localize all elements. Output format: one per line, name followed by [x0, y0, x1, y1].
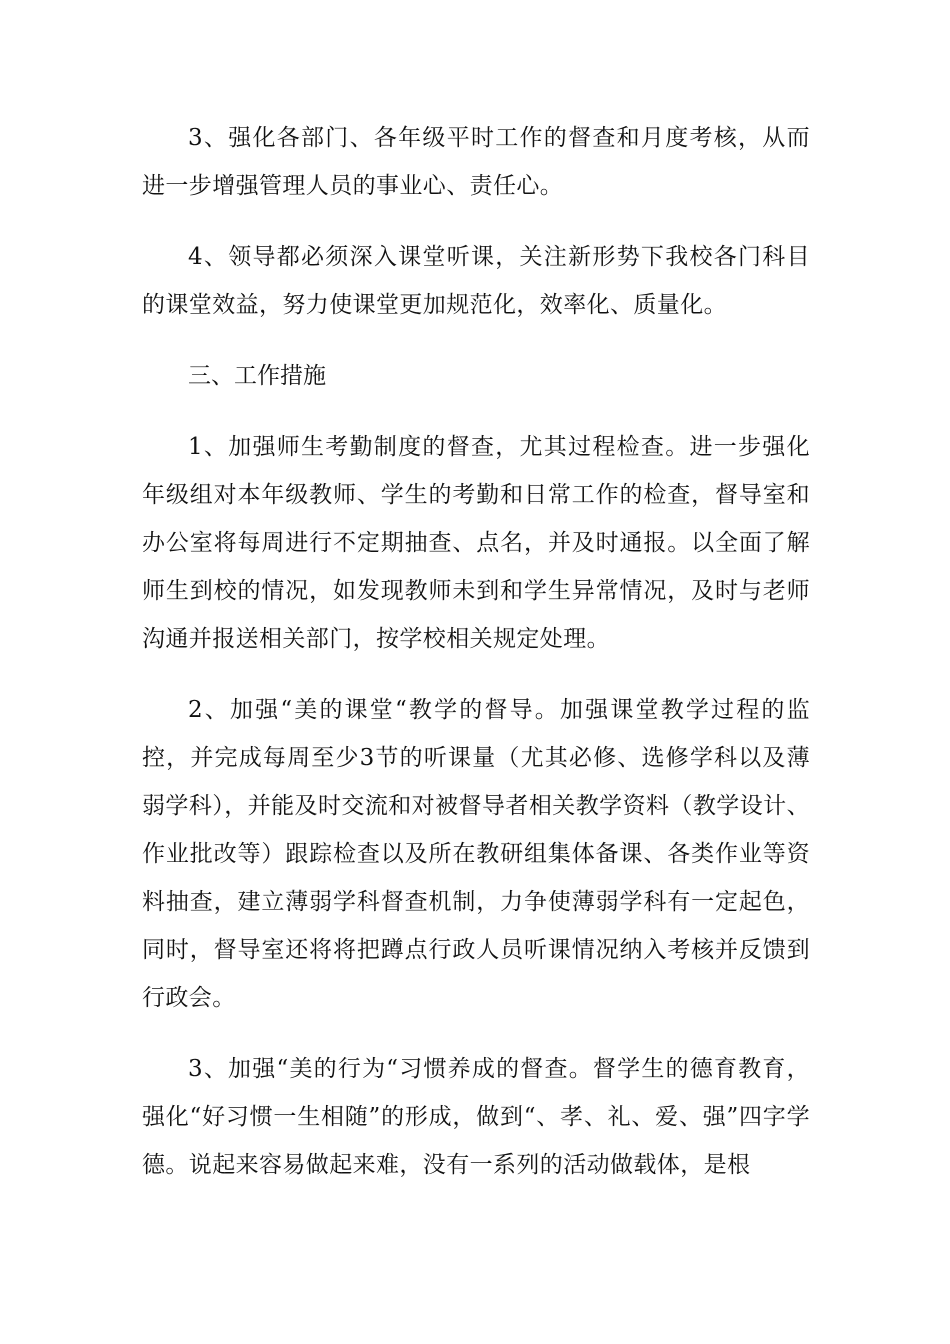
- paragraph-measure-1-attendance: 1、加强师生考勤制度的督查，尤其过程检查。进一步强化年级组对本年级教师、学生的考勤和日常工作的检查，督导室和办公室将每周进行不定期抽查、点名，并及时通报。以全面了解师生到校的情况，如发现教师未到和学生异常情况，及时与老师沟通并报送相关部门，按学校相关规定处理。: [142, 434, 810, 652]
- paragraph-measure-3-behavior-habits: 3、加强“美的行为“习惯养成的督查。督学生的德育教育，强化“好习惯一生相随”的形成，做到“、孝、礼、爱、强”四字学德。说起来容易做起来难，没有一系列的活动做载体，是根: [142, 1056, 810, 1178]
- paragraph-item-4-leaders-attend-classes: 4、领导都必须深入课堂听课，关注新形势下我校各门科目的课堂效益，努力使课堂更加规范化，效率化、质量化。: [142, 244, 810, 318]
- paragraph-item-3-strengthen-supervision: 3、强化各部门、各年级平时工作的督查和月度考核，从而进一步增强管理人员的事业心、责任心。: [142, 125, 810, 199]
- section-heading-work-measures: 三、工作措施: [188, 363, 326, 389]
- paragraph-measure-2-classroom-supervision: 2、加强“美的课堂“教学的督导。加强课堂教学过程的监控，并完成每周至少3节的听课量（尤其必修、选修学科以及薄弱学科），并能及时交流和对被督导者相关教学资料（教学设计、作业批改等）跟踪检查以及所在教研组集体备课、各类作业等资料抽查，建立薄弱学科督查机制，力争使薄弱学科有一定起色，同时，督导室还将将把蹲点行政人员听课情况纳入考核并反馈到行政会。: [142, 697, 810, 1011]
- document-body: [142, 114, 810, 1212]
